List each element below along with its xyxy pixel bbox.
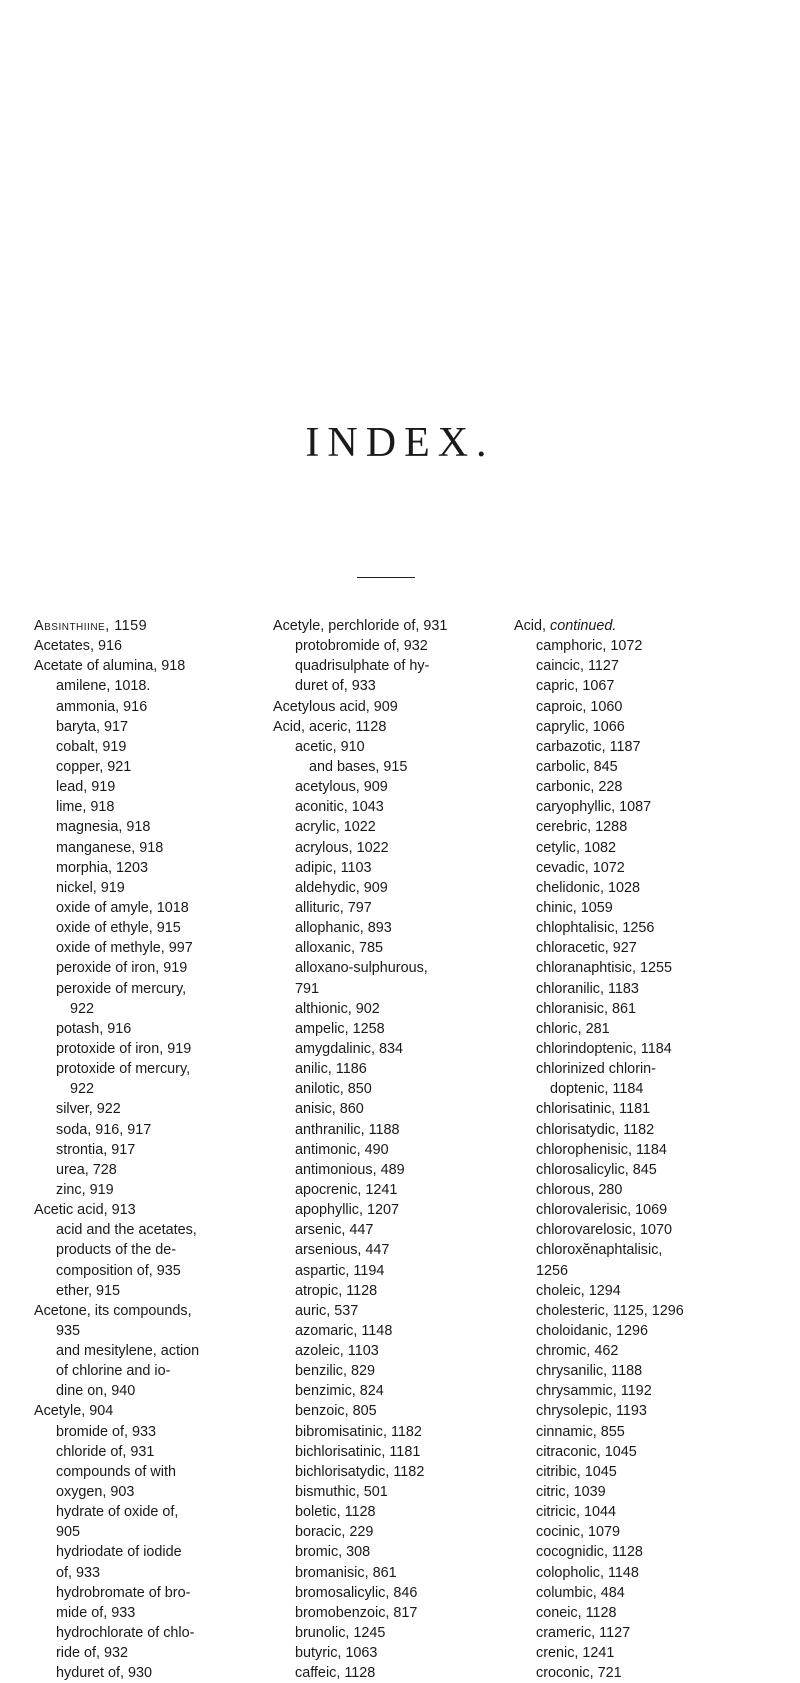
- index-entry: citricic, 1044: [536, 1504, 616, 1521]
- index-entry: 1256: [536, 1262, 569, 1279]
- index-entry: bromic, 308: [295, 1544, 371, 1561]
- index-entry: strontia, 917: [56, 1141, 136, 1158]
- index-entry: benzilic, 829: [295, 1363, 375, 1380]
- index-entry: chloranaphtisic, 1255: [536, 960, 673, 977]
- index-entry: chlorisatydic, 1182: [536, 1121, 655, 1138]
- index-entry: cobalt, 919: [56, 738, 127, 755]
- index-entry: bromobenzoic, 817: [295, 1604, 418, 1621]
- index-entry: anthranilic, 1188: [295, 1121, 400, 1138]
- index-entry: urea, 728: [56, 1161, 117, 1178]
- index-entry: chlorosalicylic, 845: [536, 1161, 657, 1178]
- index-column-2: [273, 616, 497, 1683]
- index-entry: chlorous, 280: [536, 1181, 623, 1198]
- index-entry: crameric, 1127: [536, 1625, 631, 1642]
- index-entry: hydrochlorate of chlo-: [56, 1625, 195, 1642]
- index-entry: boletic, 1128: [295, 1504, 376, 1521]
- index-entry: bromide of, 933: [56, 1423, 156, 1440]
- index-entry: aldehydic, 909: [295, 879, 388, 896]
- index-entry: 922: [70, 1081, 95, 1098]
- index-entry: croconic, 721: [536, 1665, 622, 1682]
- index-entry: chelidonic, 1028: [536, 879, 641, 896]
- index-entry: amilene, 1018.: [56, 678, 151, 695]
- index-entry: manganese, 918: [56, 839, 164, 856]
- index-entry: amygdalinic, 834: [295, 1040, 403, 1057]
- index-entry: chlorinized chlorin-: [536, 1061, 656, 1078]
- index-entry: chlophtalisic, 1256: [536, 920, 655, 937]
- index-entry: mide of, 933: [56, 1604, 136, 1621]
- index-entry: chloroxĕnaphtalisic,: [536, 1242, 663, 1259]
- index-entry: acrylic, 1022: [295, 819, 376, 836]
- index-entry: benzimic, 824: [295, 1383, 384, 1400]
- index-entry: hydriodate of iodide: [56, 1544, 182, 1561]
- index-entry: baryta, 917: [56, 718, 129, 735]
- index-entry-continued: continued.: [550, 618, 617, 634]
- index-entry: alloxanic, 785: [295, 940, 384, 957]
- index-entry: benzoic, 805: [295, 1403, 377, 1420]
- index-entry: of, 933: [56, 1564, 101, 1581]
- index-entry: duret of, 933: [295, 678, 376, 695]
- index-entry: cetylic, 1082: [536, 839, 616, 856]
- index-entry: azoleic, 1103: [295, 1343, 379, 1360]
- index-entry: cocinic, 1079: [536, 1524, 620, 1541]
- index-entry: Acetates, 916: [34, 638, 123, 655]
- index-entry: doptenic, 1184: [550, 1081, 644, 1098]
- index-entry: caincic, 1127: [536, 658, 619, 675]
- index-entry: bismuthic, 501: [295, 1484, 388, 1501]
- index-entry: dine on, 940: [56, 1383, 136, 1400]
- index-entry: arsenious, 447: [295, 1242, 390, 1259]
- index-entry: bromosalicylic, 846: [295, 1584, 418, 1601]
- index-entry: atropic, 1128: [295, 1282, 378, 1299]
- index-entry: capric, 1067: [536, 678, 615, 695]
- index-entry: antimonious, 489: [295, 1161, 405, 1178]
- index-entry: anisic, 860: [295, 1101, 364, 1118]
- index-entry: arsenic, 447: [295, 1222, 374, 1239]
- index-entry: chrysanilic, 1188: [536, 1363, 643, 1380]
- index-entry: protoxide of iron, 919: [56, 1040, 192, 1057]
- index-entry: allophanic, 893: [295, 920, 392, 937]
- index-entry: azomaric, 1148: [295, 1322, 393, 1339]
- index-entry: Acetylous acid, 909: [273, 698, 398, 715]
- index-entry: oxide of amyle, 1018: [56, 899, 189, 916]
- index-entry: cerebric, 1288: [536, 819, 628, 836]
- index-entry: carbonic, 228: [536, 779, 623, 796]
- index-entry: chrysammic, 1192: [536, 1383, 652, 1400]
- index-entry: peroxide of mercury,: [56, 980, 187, 997]
- index-entry: coneic, 1128: [536, 1604, 617, 1621]
- index-entry: hyduret of, 930: [56, 1665, 153, 1682]
- index-entry: citribic, 1045: [536, 1463, 617, 1480]
- index-entry: Acid, aceric, 1128: [273, 718, 387, 735]
- index-entry: Acetic acid, 913: [34, 1202, 136, 1219]
- index-entry: protobromide of, 932: [295, 638, 428, 655]
- index-column-3: [514, 616, 780, 1683]
- index-entry: apocrenic, 1241: [295, 1181, 398, 1198]
- index-entry: acetylous, 909: [295, 779, 388, 796]
- index-entry: oxide of ethyle, 915: [56, 920, 181, 937]
- index-entry: bibromisatinic, 1182: [295, 1423, 422, 1440]
- title-rule: [357, 577, 415, 578]
- index-entry: choloidanic, 1296: [536, 1322, 649, 1339]
- index-entry: 905: [56, 1524, 81, 1541]
- index-entry: chloride of, 931: [56, 1443, 155, 1460]
- index-entry: caproic, 1060: [536, 698, 623, 715]
- page-title: INDEX.: [305, 420, 495, 466]
- index-entry: columbic, 484: [536, 1584, 625, 1601]
- index-entry: of chlorine and io-: [56, 1363, 171, 1380]
- index-entry: and mesitylene, action: [56, 1343, 200, 1360]
- index-entry: 922: [70, 1000, 95, 1017]
- index-entry: althionic, 902: [295, 1000, 380, 1017]
- index-entry: morphia, 1203: [56, 859, 149, 876]
- index-entry: alloxano-sulphurous,: [295, 960, 428, 977]
- index-entry: ammonia, 916: [56, 698, 148, 715]
- index-entry: Acetone, its compounds,: [34, 1302, 192, 1319]
- index-entry: chloranilic, 1183: [536, 980, 639, 997]
- index-entry: compounds of with: [56, 1463, 176, 1480]
- index-entry: chinic, 1059: [536, 899, 613, 916]
- index-entry: lead, 919: [56, 779, 116, 796]
- index-entry: peroxide of iron, 919: [56, 960, 188, 977]
- index-entry: citraconic, 1045: [536, 1443, 637, 1460]
- index-entry: chlorophenisic, 1184: [536, 1141, 667, 1158]
- index-entry: bichlorisatydic, 1182: [295, 1463, 425, 1480]
- index-entry: nickel, 919: [56, 879, 125, 896]
- index-entry: acid and the acetates,: [56, 1222, 197, 1239]
- index-entry: adipic, 1103: [295, 859, 372, 876]
- index-entry: ampelic, 1258: [295, 1020, 385, 1037]
- index-entry: lime, 918: [56, 799, 115, 816]
- index-entry: chloranisic, 861: [536, 1000, 636, 1017]
- index-entry: chlorisatinic, 1181: [536, 1101, 651, 1118]
- index-entry: chromic, 462: [536, 1343, 619, 1360]
- index-entry: bromanisic, 861: [295, 1564, 397, 1581]
- index-entry: copper, 921: [56, 758, 132, 775]
- index-entry: cocognidic, 1128: [536, 1544, 643, 1561]
- index-entry: cinnamic, 855: [536, 1423, 625, 1440]
- index-entry: silver, 922: [56, 1101, 121, 1118]
- index-entry: apophyllic, 1207: [295, 1202, 400, 1219]
- index-entry: bichlorisatinic, 1181: [295, 1443, 421, 1460]
- index-entry: boracic, 229: [295, 1524, 374, 1541]
- index-entry: butyric, 1063: [295, 1645, 378, 1662]
- index-entry: citric, 1039: [536, 1484, 606, 1501]
- index-entry: cholesteric, 1125, 1296: [536, 1302, 684, 1319]
- index-entry: products of the de-: [56, 1242, 176, 1259]
- index-entry: colopholic, 1148: [536, 1564, 639, 1581]
- index-entry: choleic, 1294: [536, 1282, 621, 1299]
- index-entry: anilotic, 850: [295, 1081, 372, 1098]
- index-entry: camphoric, 1072: [536, 638, 643, 655]
- index-entry: composition of, 935: [56, 1262, 181, 1279]
- index-entry-heading: Acid,: [514, 618, 550, 634]
- index-column-1: [34, 616, 266, 1683]
- index-entry: [514, 616, 780, 636]
- index-entry: carbolic, 845: [536, 758, 618, 775]
- index-entry: chloric, 281: [536, 1020, 610, 1037]
- index-entry: aconitic, 1043: [295, 799, 384, 816]
- index-entry: caprylic, 1066: [536, 718, 625, 735]
- index-entry: caryophyllic, 1087: [536, 799, 652, 816]
- index-entry: magnesia, 918: [56, 819, 151, 836]
- index-entry: Acetyle, perchloride of, 931: [273, 618, 448, 634]
- index-entry: potash, 916: [56, 1020, 132, 1037]
- index-entry: aspartic, 1194: [295, 1262, 385, 1279]
- index-entry: cevadic, 1072: [536, 859, 625, 876]
- index-entry: anilic, 1186: [295, 1061, 367, 1078]
- index-entry: hydrate of oxide of,: [56, 1504, 179, 1521]
- index-entry: protoxide of mercury,: [56, 1061, 191, 1078]
- index-entry: acetic, 910: [295, 738, 365, 755]
- index-entry: Acetate of alumina, 918: [34, 658, 186, 675]
- index-entry: chlorovalerisic, 1069: [536, 1202, 668, 1219]
- index-entry: chloracetic, 927: [536, 940, 637, 957]
- index-entry: chlorindoptenic, 1184: [536, 1040, 672, 1057]
- index-entry: ride of, 932: [56, 1645, 129, 1662]
- index-entry: Absinthiine, 1159: [34, 618, 148, 634]
- index-entry: oxide of methyle, 997: [56, 940, 193, 957]
- index-entry: acrylous, 1022: [295, 839, 389, 856]
- index-entry: caffeic, 1128: [295, 1665, 376, 1682]
- index-entry: oxygen, 903: [56, 1484, 135, 1501]
- index-entry: brunolic, 1245: [295, 1625, 386, 1642]
- index-entry: chrysolepic, 1193: [536, 1403, 647, 1420]
- index-entry: allituric, 797: [295, 899, 372, 916]
- index-entry: 791: [295, 980, 320, 997]
- index-entry: hydrobromate of bro-: [56, 1584, 191, 1601]
- index-entry: and bases, 915: [309, 758, 408, 775]
- index-entry: 935: [56, 1322, 81, 1339]
- index-entry: ether, 915: [56, 1282, 121, 1299]
- index-entry: zinc, 919: [56, 1181, 114, 1198]
- index-entry: auric, 537: [295, 1302, 359, 1319]
- index-entry: antimonic, 490: [295, 1141, 389, 1158]
- index-entry: chlorovarelosic, 1070: [536, 1222, 672, 1239]
- index-entry: carbazotic, 1187: [536, 738, 641, 755]
- index-entry: quadrisulphate of hy-: [295, 658, 430, 675]
- index-entry: soda, 916, 917: [56, 1121, 152, 1138]
- index-entry: Acetyle, 904: [34, 1403, 114, 1420]
- index-entry: crenic, 1241: [536, 1645, 615, 1662]
